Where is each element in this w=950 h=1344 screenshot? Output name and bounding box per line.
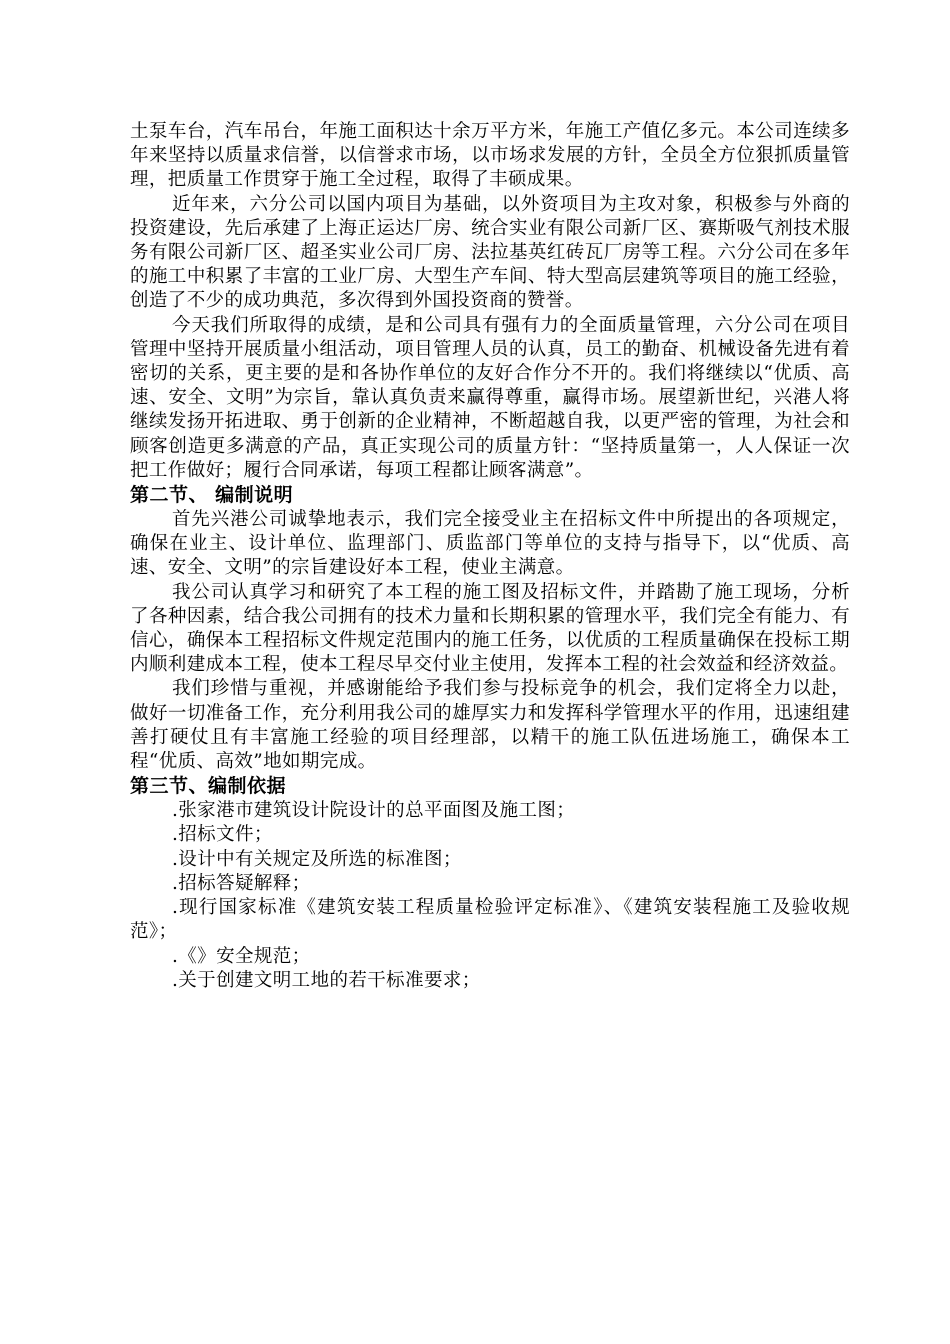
section-2-heading: 第二节、 编制说明 [130, 484, 294, 507]
basis-item-3: .设计中有关规定及所选的标准图； [172, 848, 462, 870]
basis-item-6: .《》安全规范； [172, 945, 311, 967]
basis-item-5: .现行国家标准《建筑安装工程质量检验评定标准》、《建筑安装程施工及验收规范》； [130, 897, 850, 943]
intro-paragraph-3: 今天我们所取得的成绩，是和公司具有强有力的全面质量管理，六分公司在项目管理中坚持开展质量小组活动，项目管理人员的认真，员工的勤奋、机械设备先进有着密切的关系，更主要的是和各协作单位的友好合作分不开的。我们将继续以“优质、高速、安全、文明”为宗旨，靠认真负责来赢得尊重，赢得市场。展望新世纪，兴港人将继续发扬开拓进取、勇于创新的企业精神，不断超越自我，以更严密的管理，为社会和顾客创造更多满意的产品，真正实现公司的质量方针：“坚持质量第一，人人保证一次把工作做好；履行合同承诺，每项工程都让顾客满意”。 [130, 314, 850, 481]
section-2-paragraph-2: 我公司认真学习和研究了本工程的施工图及招标文件，并踏勘了施工现场，分析了各种因素，结合我公司拥有的技术力量和长期积累的管理水平，我们完全有能力、有信心，确保本工程招标文件规定范围内的施工任务，以优质的工程质量确保在投标工期内顺利建成本工程，使本工程尽早交付业主使用，发挥本工程的社会效益和经济效益。 [130, 581, 850, 676]
section-2-paragraph-1: 首先兴港公司诚挚地表示，我们完全接受业主在招标文件中所提出的各项规定，确保在业主、设计单位、监理部门、质监部门等单位的支持与指导下，以“优质、高速、安全、文明”的宗旨建设好本工程，使业主满意。 [130, 509, 850, 579]
basis-item-7: .关于创建文明工地的若干标准要求； [172, 969, 481, 991]
document-page [130, 120, 850, 993]
basis-item-1: .张家港市建筑设计院设计的总平面图及施工图； [172, 800, 576, 822]
basis-list [130, 799, 850, 993]
intro-paragraph-2: 近年来，六分公司以国内项目为基础，以外资项目为主攻对象，积极参与外商的投资建设，先后承建了上海正运达厂房、统合实业有限公司新厂区、赛斯吸气剂技术服务有限公司新厂区、超圣实业公司厂房、法拉基英红砖瓦厂房等工程。六分公司在多年的施工中积累了丰富的工业厂房、大型生产车间、特大型高层建筑等项目的施工经验，创造了不少的成功典范，多次得到外国投资商的赞誉。 [130, 193, 850, 312]
intro-paragraph-1: 土泵车台，汽车吊台，年施工面积达十余万平方米，年施工产值亿多元。本公司连续多年来坚持以质量求信誉，以信誉求市场，以市场求发展的方针，全员全方位狠抓质量管理，把质量工作贯穿于施工全过程，取得了丰硕成果。 [130, 121, 850, 191]
section-2-paragraph-3: 我们珍惜与重视，并感谢能给予我们参与投标竞争的机会，我们定将全力以赴，做好一切准备工作，充分利用我公司的雄厚实力和发挥科学管理水平的作用，迅速组建善打硬仗且有丰富施工经验的项目经理部，以精干的施工队伍进场施工，确保本工程“优质、高效”地如期完成。 [130, 678, 850, 773]
basis-item-2: .招标文件； [172, 824, 273, 846]
section-3-heading: 第三节、编制依据 [130, 775, 287, 798]
basis-item-4: .招标答疑解释； [172, 872, 311, 894]
